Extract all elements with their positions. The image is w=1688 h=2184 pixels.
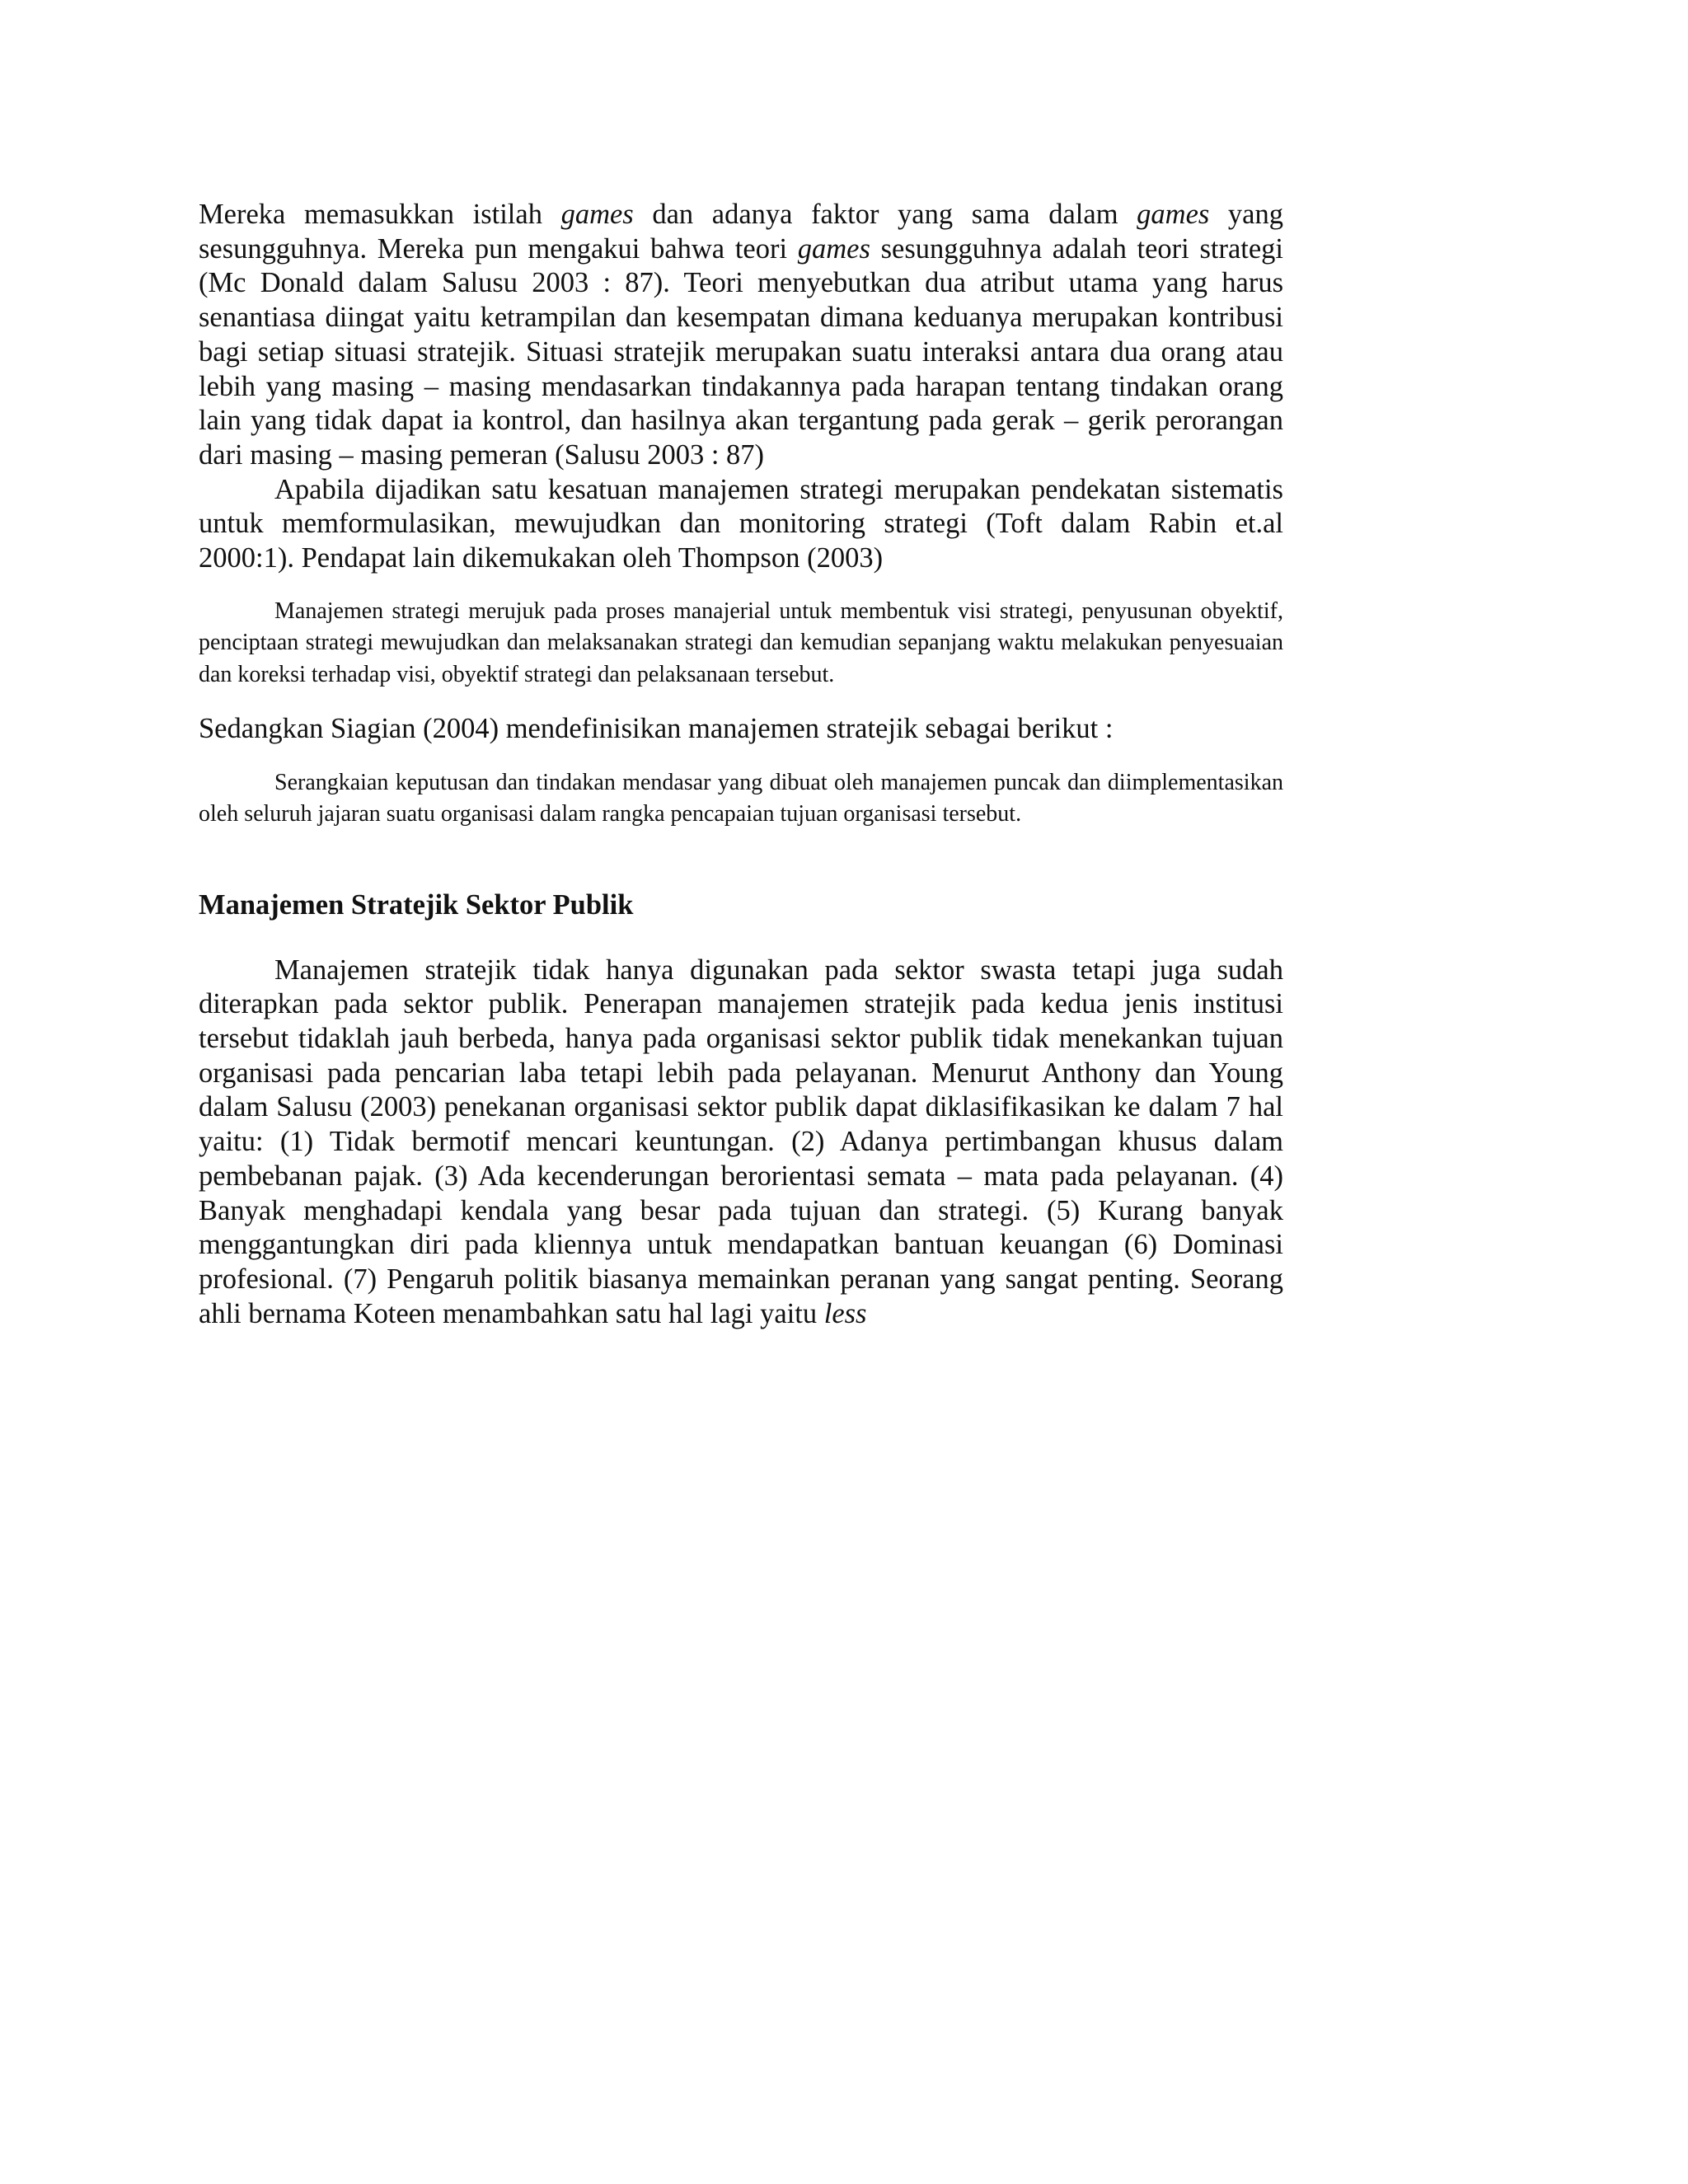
italic-term: games xyxy=(797,232,870,265)
italic-term: games xyxy=(1137,199,1210,230)
text-run: sesungguhnya adalah teori strategi (Mc Donald dalam Salusu 2003 : 87). Teori menyebutkan dua atribut utama yang harus senantiasa diingat yaitu ketrampilan dan kesempatan dimana keduanya merupakan kontribusi bagi setiap situasi stratejik. Situasi stratejik merupakan suatu interaksi antara dua orang atau lebih yang masing – masing mendasarkan tindakannya pada harapan tentang tindakan orang lain yang tidak dapat ia kontrol, dan hasilnya akan tergantung pada gerak – gerik perorangan dari masing – masing pemeran (Salusu 2003 : 87) xyxy=(199,232,1283,471)
paragraph-siagian: Sedangkan Siagian (2004) mendefinisikan manajemen stratejik sebagai berikut : xyxy=(199,713,1114,745)
paragraph-games-theory xyxy=(199,198,1283,473)
block-quote-thompson: Manajemen strategi merujuk pada proses manajerial untuk membentuk visi strategi, penyusunan obyektif, penciptaan strategi mewujudkan dan melaksanakan strategi dan kemudian sepanjang waktu melakukan penyesuaian dan koreksi terhadap visi, obyektif strategi dan pelaksanaan tersebut. xyxy=(199,598,1283,687)
paragraph-public-sector xyxy=(199,954,1283,1332)
block-quote-siagian: Serangkaian keputusan dan tindakan mendasar yang dibuat oleh manajemen puncak dan diimplementasikan oleh seluruh jajaran suatu organisasi dalam rangka pencapaian tujuan organisasi tersebut. xyxy=(199,769,1283,827)
text-run: Manajemen stratejik tidak hanya digunakan pada sektor swasta tetapi juga sudah diterapkan pada sektor publik. Penerapan manajemen stratejik pada kedua jenis institusi tersebut tidaklah jauh berbeda, hanya pada organisasi sektor publik tidak menekankan tujuan organisasi pada pencarian laba tetapi lebih pada pelayanan. Menurut Anthony dan Young dalam Salusu (2003) penekanan organisasi sektor publik dapat diklasifikasikan ke dalam 7 hal yaitu: (1) Tidak bermotif mencari keuntungan. (2) Adanya pertimbangan khusus dalam pembebanan pajak. (3) Ada kecenderungan berorientasi semata – mata pada pelayanan. (4) Banyak menghadapi kendala yang besar pada tujuan dan strategi. (5) Kurang banyak menggantungkan diri pada kliennya untuk mendapatkan bantuan keuangan (6) Dominasi profesional. (7) Pengaruh politik biasanya memainkan peranan yang sangat penting. Seorang ahli bernama Koteen menambahkan satu hal lagi yaitu xyxy=(199,954,1283,1329)
section-heading: Manajemen Stratejik Sektor Publik xyxy=(199,888,634,921)
document-page xyxy=(199,198,1283,1331)
italic-term: less xyxy=(823,1297,867,1329)
italic-term: games xyxy=(560,199,634,230)
text-run: dan adanya faktor yang sama dalam xyxy=(633,199,1137,230)
text-run: yang sesungguhnya. Mereka pun mengakui bahwa teori xyxy=(199,199,1283,265)
paragraph-strategic-management: Apabila dijadikan satu kesatuan manajemen strategi merupakan pendekatan sistematis untuk memformulasikan, mewujudkan dan monitoring strategi (Toft dalam Rabin et.al 2000:1). Pendapat lain dikemukakan oleh Thompson (2003) xyxy=(199,473,1283,574)
text-run: Mereka memasukkan istilah xyxy=(199,199,561,230)
